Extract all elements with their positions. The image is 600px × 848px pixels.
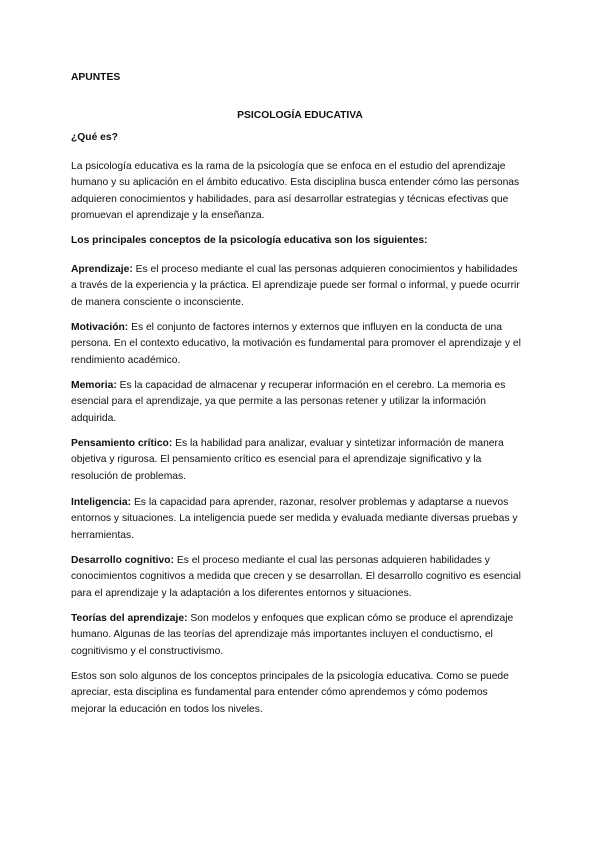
concept-aprendizaje	[71, 262, 521, 311]
concept-motivacion	[71, 320, 521, 369]
concept-term: Motivación:	[71, 322, 129, 333]
concept-term: Memoria:	[71, 380, 117, 391]
concept-text: Es la habilidad para analizar, evaluar y sintetizar información de manera objetiva y rigurosa. El pensamiento crítico es esencial para el aprendizaje significativo y la resolución de problemas.	[71, 438, 504, 482]
concept-text: Es la capacidad para aprender, razonar, resolver problemas y adaptarse a nuevos entornos y situaciones. La inteligencia puede ser medida y evaluada mediante diversas pruebas y herramientas.	[71, 497, 518, 541]
intro-paragraph: La psicología educativa es la rama de la psicología que se enfoca en el estudio del aprendizaje humano y su aplicación en el ámbito educativo. Esta disciplina busca entender cómo las personas adquieren conocimientos y habilidades, para así desarrollar estrategias y técnicas efectivas que promuevan el aprendizaje y la enseñanza.	[71, 161, 520, 222]
concept-term: Pensamiento crítico:	[71, 438, 173, 449]
concept-term: Teorías del aprendizaje:	[71, 613, 188, 624]
concept-term: Desarrollo cognitivo:	[71, 555, 174, 566]
header-label: APUNTES	[71, 72, 121, 83]
concept-memoria	[71, 378, 521, 427]
conclusion-paragraph: Estos son solo algunos de los conceptos principales de la psicología educativa. Como se puede apreciar, esta disciplina es fundamental para entender cómo aprendemos y cómo podemos mejorar la educación en todos los niveles.	[71, 671, 509, 715]
question-heading: ¿Qué es?	[71, 132, 118, 143]
concept-term: Aprendizaje:	[71, 264, 133, 275]
concepts-heading: Los principales conceptos de la psicología educativa son los siguientes:	[71, 235, 428, 246]
concept-text: Es el proceso mediante el cual las personas adquieren habilidades y conocimientos cognitivos a medida que crecen y se desarrollan. El desarrollo cognitivo es esencial para el aprendizaje y la adaptación a los diferentes entornos y situaciones.	[71, 555, 521, 599]
concept-text: Son modelos y enfoques que explican cómo se produce el aprendizaje humano. Algunas de las teorías del aprendizaje más importantes incluyen el conductismo, el cognitivismo y el constructivismo.	[71, 613, 514, 657]
concept-teorias-aprendizaje	[71, 611, 521, 660]
concept-text: Es el proceso mediante el cual las personas adquieren conocimientos y habilidades a través de la experiencia y la práctica. El aprendizaje puede ser formal o informal, y puede ocurrir de manera consciente o inconsciente.	[71, 264, 520, 308]
concept-inteligencia	[71, 495, 521, 544]
document-title: PSICOLOGÍA EDUCATIVA	[237, 110, 363, 122]
concept-text: Es el conjunto de factores internos y externos que influyen en la conducta de una persona. En el contexto educativo, la motivación es fundamental para promover el aprendizaje y el rendimiento académico.	[71, 322, 521, 366]
concept-pensamiento-critico	[71, 436, 521, 485]
concept-desarrollo-cognitivo	[71, 553, 521, 602]
concept-term: Inteligencia:	[71, 497, 132, 508]
concept-text: Es la capacidad de almacenar y recuperar información en el cerebro. La memoria es esencial para el aprendizaje, ya que permite a las personas retener y utilizar la información adquirida.	[71, 380, 506, 424]
